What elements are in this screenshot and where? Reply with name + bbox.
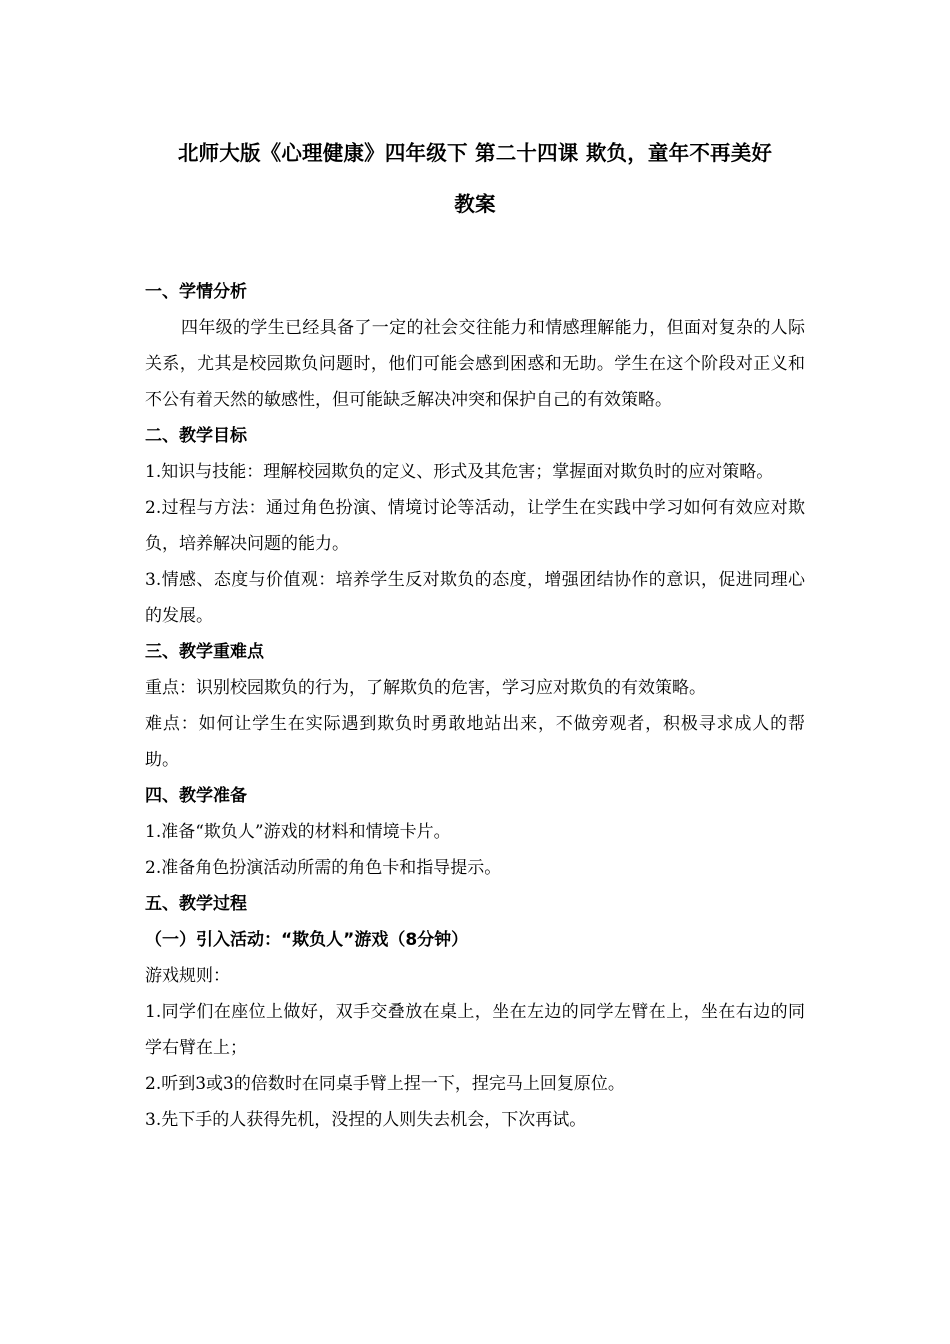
document-title-line1: 北师大版《心理健康》四年级下 第二十四课 欺负，童年不再美好 [177, 141, 773, 165]
section-heading-process: 五、教学过程 [145, 894, 247, 914]
objective-item-1: 1.知识与技能：理解校园欺负的定义、形式及其危害；掌握面对欺负时的应对策略。 [145, 462, 774, 482]
document-title-line2: 教案 [454, 192, 496, 216]
title-spacer [145, 230, 805, 274]
game-rules-label: 游戏规则： [145, 966, 230, 986]
analysis-paragraph: 四年级的学生已经具备了一定的社会交往能力和情感理解能力，但面对复杂的人际关系，尤其是校园欺负问题时，他们可能会感到困惑和无助。学生在这个阶段对正义和不公有着天然的敏感性，但可能缺乏解决冲突和保护自己的有效策略。 [145, 318, 805, 410]
game-rule-2: 2.听到3或3的倍数时在同桌手臂上捏一下，捏完马上回复原位。 [145, 1074, 625, 1094]
process-subheading-intro: （一）引入活动：“欺负人”游戏（8分钟） [145, 930, 469, 950]
document-page [145, 128, 805, 1138]
game-rule-3: 3.先下手的人获得先机，没捏的人则失去机会，下次再试。 [145, 1110, 587, 1130]
section-heading-key-points: 三、教学重难点 [145, 642, 264, 662]
game-rule-1: 1.同学们在座位上做好，双手交叠放在桌上，坐在左边的同学左臂在上，坐在右边的同学右臂在上； [145, 1002, 805, 1058]
objective-item-2: 2.过程与方法：通过角色扮演、情境讨论等活动，让学生在实践中学习如何有效应对欺负，培养解决问题的能力。 [145, 498, 805, 554]
section-heading-preparation: 四、教学准备 [145, 786, 247, 806]
section-heading-objectives: 二、教学目标 [145, 426, 247, 446]
key-point-text: 重点：识别校园欺负的行为，了解欺负的危害，学习应对欺负的有效策略。 [145, 678, 706, 698]
preparation-item-2: 2.准备角色扮演活动所需的角色卡和指导提示。 [145, 858, 502, 878]
difficult-point-text: 难点：如何让学生在实际遇到欺负时勇敢地站出来，不做旁观者，积极寻求成人的帮助。 [145, 714, 805, 770]
preparation-item-1: 1.准备“欺负人”游戏的材料和情境卡片。 [145, 822, 451, 842]
section-heading-analysis: 一、学情分析 [145, 282, 247, 302]
objective-item-3: 3.情感、态度与价值观：培养学生反对欺负的态度，增强团结协作的意识，促进同理心的发展。 [145, 570, 805, 626]
